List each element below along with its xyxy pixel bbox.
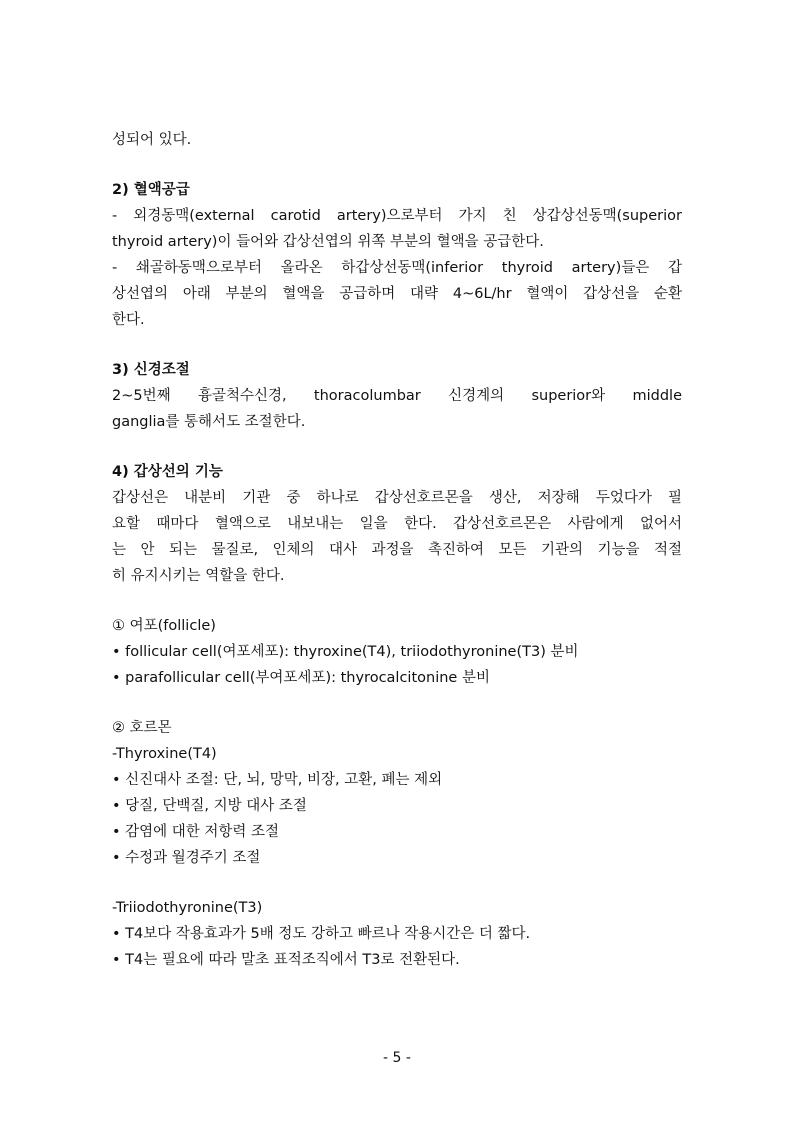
text-line: ganglia를 통해서도 조절한다. xyxy=(112,414,306,430)
list-item: • T4는 필요에 따라 말초 표적조직에서 T3로 전환된다. xyxy=(112,952,460,968)
text-line: 상선엽의 아래 부분의 혈액을 공급하며 대략 4~6L/hr 혈액이 갑상선을 순환 xyxy=(112,286,682,302)
text-line: - 외경동맥(external carotid artery)으로부터 가지 친 상갑상선동맥(superior xyxy=(112,208,682,224)
text-line: thyroid artery)이 들어와 갑상선엽의 위쪽 부분의 혈액을 공급한다. xyxy=(112,234,544,250)
text-line: -Triiodothyronine(T3) xyxy=(112,900,263,916)
list-item: • follicular cell(여포세포): thyroxine(T4), triiodothyronine(T3) 분비 xyxy=(112,644,579,660)
text-line: 한다. xyxy=(112,312,145,328)
text-line: 성되어 있다. xyxy=(112,132,192,148)
text-line: 는 안 되는 물질로, 인체의 대사 과정을 촉진하여 모든 기관의 기능을 적절 xyxy=(112,542,682,558)
section-heading-thyroid-function: 4) 갑상선의 기능 xyxy=(112,464,223,480)
text-line: - 쇄골하동맥으로부터 올라온 하갑상선동맥(inferior thyroid artery)들은 갑 xyxy=(112,260,682,276)
text-line: 2~5번째 흉골척수신경, thoracolumbar 신경계의 superior와 middle xyxy=(112,388,682,404)
text-line: 요할 때마다 혈액으로 내보내는 일을 한다. 갑상선호르몬은 사람에게 없어서 xyxy=(112,516,682,532)
text-line: 갑상선은 내분비 기관 중 하나로 갑상선호르몬을 생산, 저장해 두었다가 필 xyxy=(112,490,682,506)
page-number: - 5 - xyxy=(383,1050,411,1066)
list-item: • T4보다 작용효과가 5배 정도 강하고 빠르나 작용시간은 더 짧다. xyxy=(112,926,531,942)
list-item: • 수정과 월경주기 조절 xyxy=(112,850,261,866)
subheading-hormone: ② 호르몬 xyxy=(112,720,172,736)
text-line: -Thyroxine(T4) xyxy=(112,746,217,762)
list-item: • parafollicular cell(부여포세포): thyrocalcitonine 분비 xyxy=(112,670,490,686)
section-heading-nerve-control: 3) 신경조절 xyxy=(112,362,190,378)
text-line: 히 유지시키는 역할을 한다. xyxy=(112,568,285,584)
list-item: • 신진대사 조절: 단, 뇌, 망막, 비장, 고환, 폐는 제외 xyxy=(112,772,443,788)
list-item: • 당질, 단백질, 지방 대사 조절 xyxy=(112,798,307,814)
list-item: • 감염에 대한 저항력 조절 xyxy=(112,824,280,840)
section-heading-blood-supply: 2) 혈액공급 xyxy=(112,182,190,198)
subheading-follicle: ① 여포(follicle) xyxy=(112,618,216,634)
